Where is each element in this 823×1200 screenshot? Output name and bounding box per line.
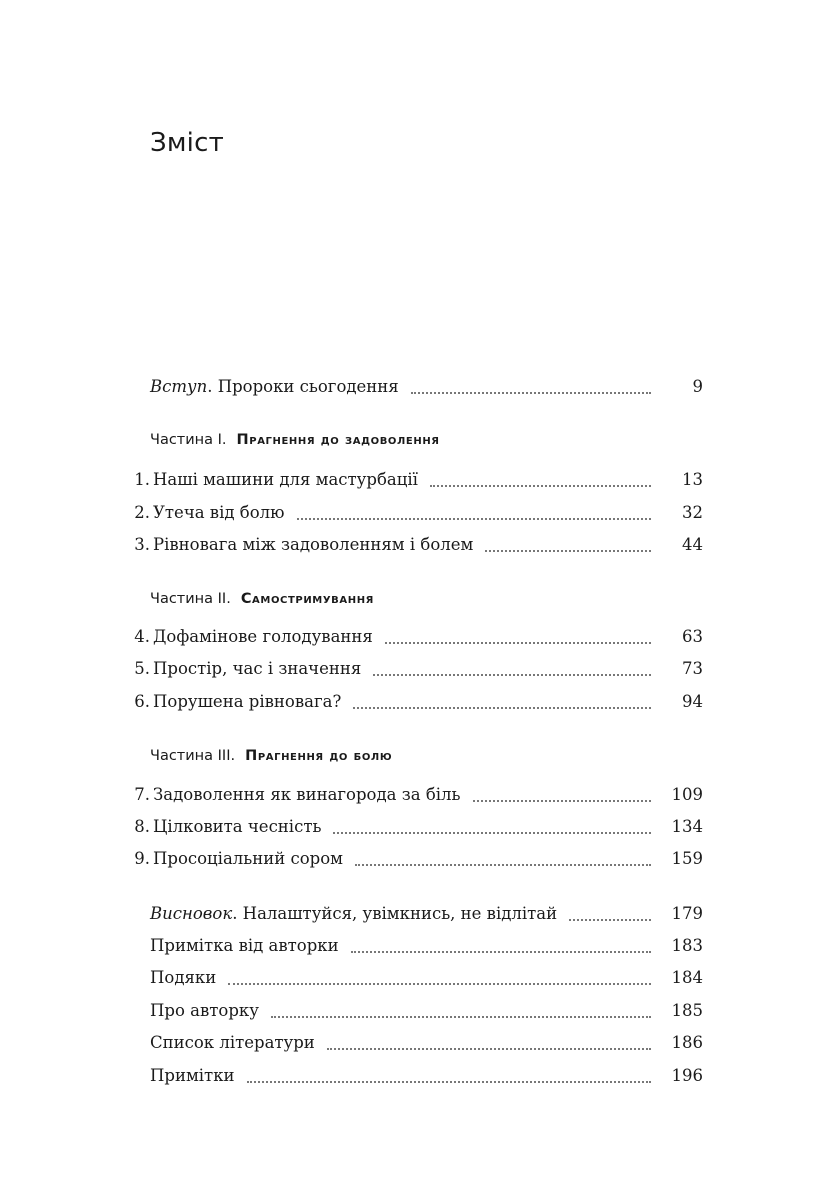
dot-leader [353,706,651,709]
page-number: 196 [671,1066,703,1085]
toc-entry-back-matter [120,968,703,992]
conclusion-title: . Налаштуйся, увімкнись, не відлітай [232,904,558,923]
chapter-title: Порушена рівновага? [153,692,342,711]
toc-entry-intro [120,377,703,401]
page-number: 184 [671,968,703,987]
intro-title: . Пророки сьогодення [207,377,399,396]
toc-entry-back-matter [120,936,703,960]
back-matter-title: Подяки [150,968,217,987]
part-title: Прагнення до задоволення [236,432,440,448]
toc-entry-back-matter [120,1033,703,1057]
page-number: 32 [682,503,703,522]
toc-entry-label [150,904,557,923]
dot-leader [373,673,651,676]
dot-leader [355,863,651,866]
dot-leader [333,831,651,834]
part-heading [150,748,392,772]
chapter-number: 1. [134,470,150,489]
page-number: 13 [682,470,703,489]
page-number: 73 [682,659,703,678]
chapter-title: Простір, час і значення [153,659,362,678]
dot-leader [271,1015,651,1018]
chapter-number: 2. [134,503,150,522]
toc-entry-chapter [120,535,703,559]
back-matter-title: Примітки [150,1066,235,1085]
page-number: 159 [671,849,703,868]
part-label: Частина II. [150,591,231,607]
part-label: Частина III. [150,748,236,764]
chapter-title: Рівновага між задоволенням і болем [153,535,474,554]
chapter-number: 9. [134,849,150,868]
toc-entry-chapter [120,849,703,873]
intro-prefix: Вступ [150,377,208,396]
chapter-number: 4. [134,627,150,646]
dot-leader [485,549,651,552]
toc-entry-back-matter [120,1001,703,1025]
dot-leader [430,484,651,487]
page-number: 186 [671,1033,703,1052]
toc-entry-chapter [120,817,703,841]
page-number: 44 [682,535,703,554]
page-number: 183 [671,936,703,955]
chapter-number: 7. [134,785,150,804]
back-matter-title: Примітка від авторки [150,936,339,955]
toc-entry-chapter [120,470,703,494]
page-number: 94 [682,692,703,711]
chapter-title: Цілковита чесність [153,817,322,836]
page-number: 63 [682,627,703,646]
dot-leader [385,641,651,644]
page-number: 185 [671,1001,703,1020]
part-title: Самостримування [240,591,374,607]
chapter-number: 3. [134,535,150,554]
chapter-title: Просоціальний сором [153,849,343,868]
toc-entry-chapter [120,503,703,527]
part-heading [150,591,374,615]
page-number: 179 [671,904,703,923]
dot-leader [411,391,651,394]
toc-entry-chapter [120,692,703,716]
part-heading [150,432,440,456]
page-number: 9 [692,377,703,396]
conclusion-prefix: Висновок [150,904,233,923]
chapter-title: Утеча від болю [153,503,285,522]
toc-entry-chapter [120,659,703,683]
page-title: Зміст [150,128,224,158]
page-number: 134 [671,817,703,836]
chapter-number: 5. [134,659,150,678]
dot-leader [297,517,652,520]
dot-leader [327,1047,651,1050]
chapter-number: 6. [134,692,150,711]
part-title: Прагнення до болю [245,748,393,764]
toc-entry-conclusion [120,904,703,928]
dot-leader [228,982,651,985]
back-matter-title: Список літератури [150,1033,315,1052]
toc-entry-chapter [120,785,703,809]
chapter-number: 8. [134,817,150,836]
toc-entry-label [150,377,399,396]
page-number: 109 [671,785,703,804]
back-matter-title: Про авторку [150,1001,259,1020]
chapter-title: Задоволення як винагорода за біль [153,785,461,804]
chapter-title: Дофамінове голодування [153,627,373,646]
dot-leader [473,799,652,802]
dot-leader [351,950,651,953]
dot-leader [247,1080,652,1083]
dot-leader [569,918,651,921]
toc-entry-back-matter [120,1066,703,1090]
toc-entry-chapter [120,627,703,651]
chapter-title: Наші машини для мастурбації [153,470,418,489]
part-label: Частина I. [150,432,227,448]
